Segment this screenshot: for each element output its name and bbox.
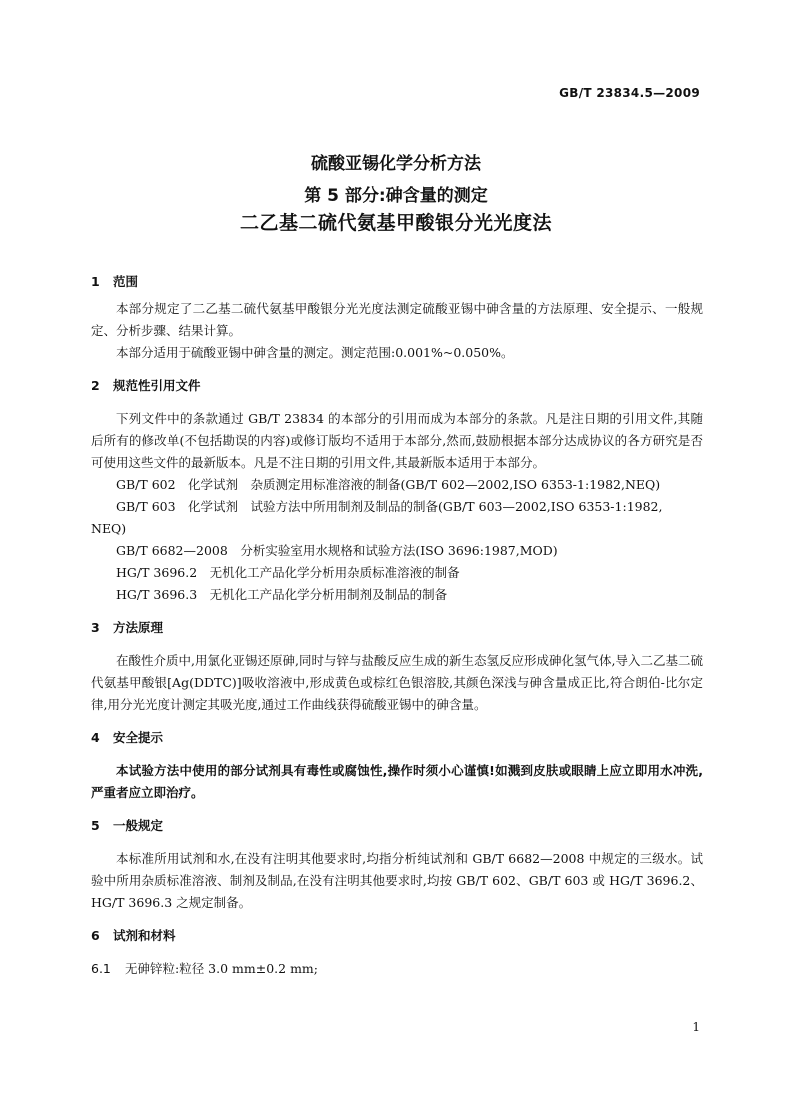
standard-number: GB/T 23834.5—2009: [559, 86, 700, 100]
section-2-heading: [91, 376, 703, 396]
section-title: 试剂和材料: [113, 928, 176, 943]
section-3-heading: [91, 618, 703, 638]
section-title: 规范性引用文件: [113, 378, 201, 393]
page-number: 1: [692, 1020, 700, 1034]
document-title-line2: 第 5 部分:砷含量的测定: [304, 186, 488, 206]
document-title-line1: 硫酸亚锡化学分析方法: [311, 154, 481, 174]
reference-item: GB/T 602 化学试剂 杂质测定用标准溶液的制备(GB/T 602—2002,ISO 6353-1:1982,NEQ): [116, 477, 661, 492]
section-5-paragraph-1: 本标准所用试剂和水,在没有注明其他要求时,均指分析纯试剂和 GB/T 6682—2008 中规定的三级水。试验中所用杂质标准溶液、制剂及制品,在没有注明其他要求时,均按 GB/T 602、GB/T 603 或 HG/T 3696.2、HG/T 3696.3 之规定制备。: [91, 851, 703, 910]
section-3-paragraph-1: 在酸性介质中,用氯化亚锡还原砷,同时与锌与盐酸反应生成的新生态氢反应形成砷化氢气体,导入二乙基二硫代氨基甲酸银[Ag(DDTC)]吸收溶液中,形成黄色或棕红色银溶胶,其颜色深浅与砷含量成正比,符合朗伯-比尔定律,用分光光度计测定其吸光度,通过工作曲线获得硫酸亚锡中的砷含量。: [91, 653, 703, 712]
subsection-number: 6.1: [91, 961, 111, 976]
section-number: 5: [91, 818, 100, 833]
safety-warning-paragraph: 本试验方法中使用的部分试剂具有毒性或腐蚀性,操作时须小心谨慎!如溅到皮肤或眼睛上应立即用水冲洗,严重者应立即治疗。: [91, 763, 703, 800]
reference-item: HG/T 3696.2 无机化工产品化学分析用杂质标准溶液的制备: [116, 565, 460, 580]
reference-item: HG/T 3696.3 无机化工产品化学分析用制剂及制品的制备: [116, 587, 448, 602]
section-title: 方法原理: [113, 620, 164, 635]
section-5-heading: [91, 816, 703, 836]
section-title: 安全提示: [113, 730, 164, 745]
reference-item: GB/T 6682—2008 分析实验室用水规格和试验方法(ISO 3696:1987,MOD): [116, 543, 558, 558]
section-title: 一般规定: [113, 818, 164, 833]
reference-item: GB/T 603 化学试剂 试验方法中所用制剂及制品的制备(GB/T 603—2002,ISO 6353-1:1982,: [116, 499, 663, 514]
section-1-heading: [91, 272, 703, 292]
section-number: 6: [91, 928, 100, 943]
section-number: 4: [91, 730, 100, 745]
section-number: 2: [91, 378, 100, 393]
section-1-paragraph-2: 本部分适用于硫酸亚锡中砷含量的测定。测定范围:0.001%~0.050%。: [116, 345, 514, 360]
document-title-line3: 二乙基二硫代氨基甲酸银分光光度法: [239, 212, 552, 234]
section-1-paragraph-1: 本部分规定了二乙基二硫代氨基甲酸银分光光度法测定硫酸亚锡中砷含量的方法原理、安全提示、一般规定、分析步骤、结果计算。: [91, 301, 703, 338]
section-6-heading: [91, 926, 703, 946]
section-number: 1: [91, 274, 100, 289]
section-2-paragraph-1: 下列文件中的条款通过 GB/T 23834 的本部分的引用而成为本部分的条款。凡是注日期的引用文件,其随后所有的修改单(不包括勘误的内容)或修订版均不适用于本部分,然而,鼓励根据本部分达成协议的各方研究是否可使用这些文件的最新版本。凡是不注日期的引用文件,其最新版本适用于本部分。: [91, 411, 703, 470]
section-4-heading: [91, 728, 703, 748]
document-body: [91, 272, 703, 980]
subsection-text: 无砷锌粒:粒径 3.0 mm±0.2 mm;: [125, 961, 318, 976]
reference-item-continuation: NEQ): [91, 521, 127, 536]
section-title: 范围: [113, 274, 139, 289]
subsection-6-1: [91, 958, 703, 980]
section-number: 3: [91, 620, 100, 635]
